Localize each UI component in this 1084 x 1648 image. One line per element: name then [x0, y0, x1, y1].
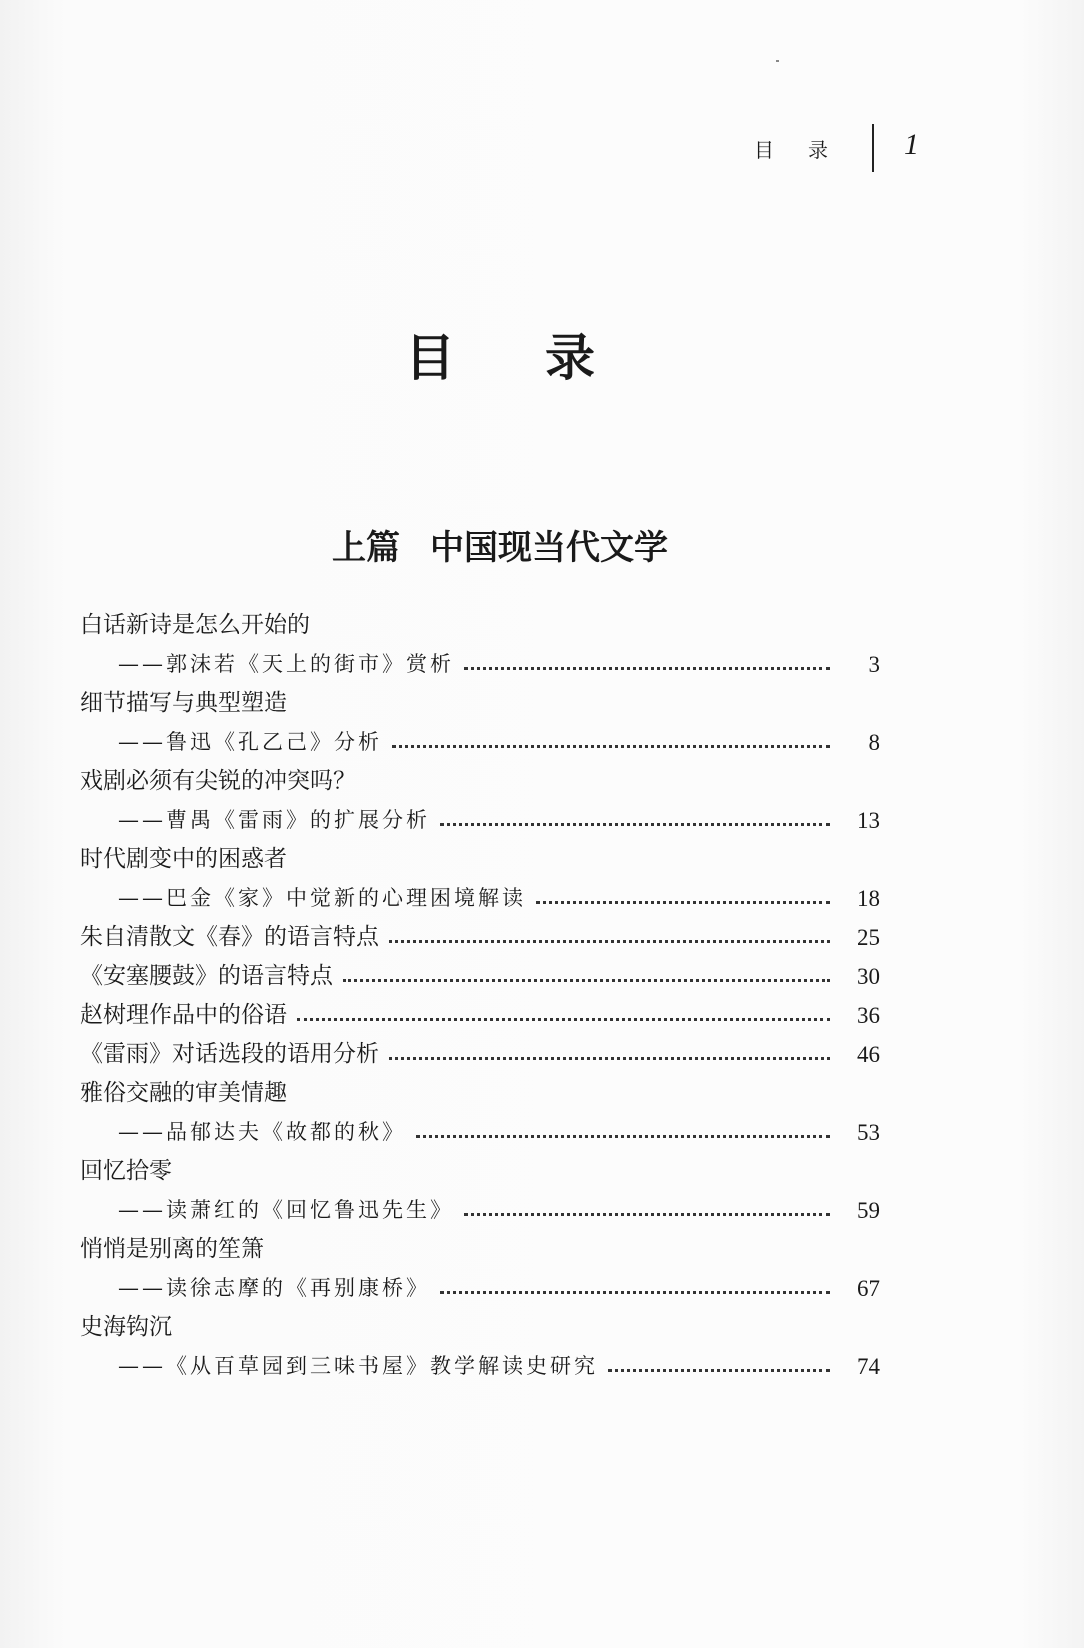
toc-entry-text: ——郭沫若《天上的街市》赏析 [118, 652, 454, 676]
toc-entry-title [80, 1068, 880, 1107]
toc-entry-text: ——读徐志摩的《再别康桥》 [118, 1276, 430, 1300]
toc-entry-text: 雅俗交融的审美情趣 [80, 1080, 287, 1106]
toc-entry-subtitle [80, 1263, 880, 1302]
toc-dot-leader [343, 979, 830, 982]
toc-page-number: 30 [857, 964, 880, 989]
toc-entry-subtitle [80, 1341, 880, 1380]
toc-entry-title [80, 951, 880, 990]
toc-entry-text: ——《从百草园到三味书屋》教学解读史研究 [118, 1354, 598, 1378]
print-speck [776, 60, 779, 62]
toc-entry-subtitle [80, 1107, 880, 1146]
toc-dot-leader [389, 940, 830, 943]
table-of-contents [80, 600, 880, 1380]
toc-dot-leader [536, 901, 830, 904]
toc-entry-text: ——巴金《家》中觉新的心理困境解读 [118, 886, 526, 910]
toc-entry-title [80, 834, 880, 873]
toc-page-number: 74 [857, 1354, 880, 1379]
toc-entry-text: 《雷雨》对话选段的语用分析 [80, 1041, 379, 1067]
toc-page-number: 36 [857, 1003, 880, 1028]
toc-entry-title [80, 1146, 880, 1185]
toc-entry-subtitle [80, 1185, 880, 1224]
toc-page-number: 53 [857, 1120, 880, 1145]
running-head-rule [872, 124, 874, 172]
toc-entry-text: 悄悄是别离的笙箫 [80, 1236, 264, 1262]
toc-page-number: 59 [857, 1198, 880, 1223]
toc-page-number: 46 [857, 1042, 880, 1067]
toc-dot-leader [440, 823, 830, 826]
toc-entry-text: 史海钩沉 [80, 1314, 172, 1340]
toc-page-number: 3 [868, 652, 880, 677]
toc-entry-title [80, 1029, 880, 1068]
toc-entry-title [80, 1224, 880, 1263]
toc-dot-leader [608, 1369, 830, 1372]
toc-entry-subtitle [80, 873, 880, 912]
toc-dot-leader [464, 667, 830, 670]
toc-entry-title [80, 600, 880, 639]
toc-entry-text: 戏剧必须有尖锐的冲突吗？ [80, 768, 356, 794]
running-head-page-number: 1 [904, 128, 919, 161]
toc-dot-leader [389, 1057, 830, 1060]
toc-entry-subtitle [80, 717, 880, 756]
toc-page-number: 13 [857, 808, 880, 833]
page-title: 目录 [405, 328, 685, 387]
toc-dot-leader [464, 1213, 830, 1216]
toc-entry-title [80, 756, 880, 795]
toc-dot-leader [440, 1291, 830, 1294]
toc-entry-text: ——读萧红的《回忆鲁迅先生》 [118, 1198, 454, 1222]
toc-entry-text: 《安塞腰鼓》的语言特点 [80, 963, 333, 989]
toc-entry-text: 时代剧变中的困惑者 [80, 846, 287, 872]
toc-entry-text: 细节描写与典型塑造 [80, 690, 287, 716]
toc-entry-text: ——品郁达夫《故都的秋》 [118, 1120, 406, 1144]
toc-entry-title [80, 678, 880, 717]
toc-entry-title [80, 990, 880, 1029]
toc-page-number: 67 [857, 1276, 880, 1301]
toc-entry-text: ——鲁迅《孔乙己》分析 [118, 730, 382, 754]
part-heading-part: 上篇 [332, 528, 400, 568]
part-heading-name: 中国现当代文学 [430, 528, 668, 568]
toc-entry-subtitle [80, 639, 880, 678]
toc-page-number: 18 [857, 886, 880, 911]
toc-entry-text: ——曹禺《雷雨》的扩展分析 [118, 808, 430, 832]
toc-page-number: 8 [868, 730, 880, 755]
toc-entry-title [80, 912, 880, 951]
part-heading [0, 520, 1000, 569]
toc-dot-leader [416, 1135, 830, 1138]
toc-entry-text: 朱自清散文《春》的语言特点 [80, 924, 379, 950]
toc-page-number: 25 [857, 925, 880, 950]
toc-entry-text: 赵树理作品中的俗语 [80, 1002, 287, 1028]
running-head-label: 目录 [754, 138, 862, 162]
running-head [740, 124, 970, 184]
toc-entry-text: 回忆拾零 [80, 1158, 172, 1184]
toc-entry-text: 白话新诗是怎么开始的 [80, 612, 310, 638]
toc-entry-title [80, 1302, 880, 1341]
toc-dot-leader [392, 745, 830, 748]
toc-dot-leader [297, 1018, 830, 1021]
toc-entry-subtitle [80, 795, 880, 834]
